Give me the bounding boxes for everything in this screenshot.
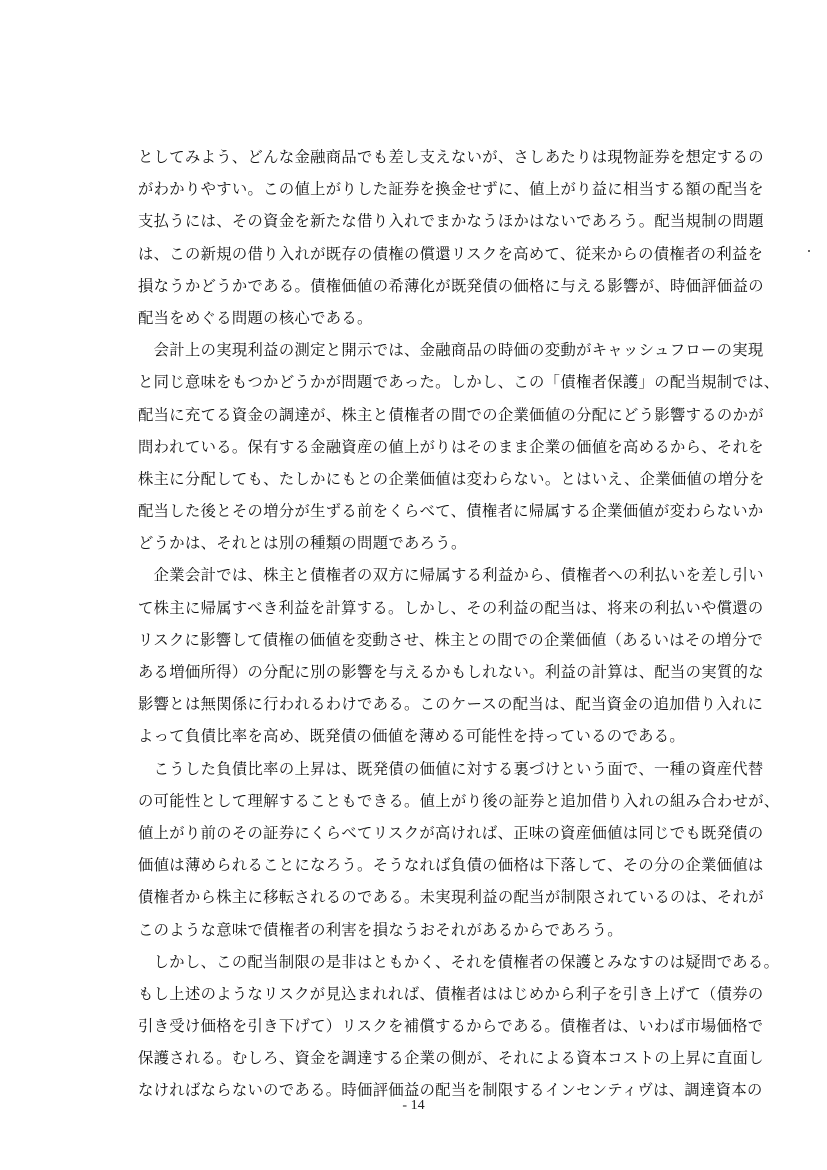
text-line: 問われている。保有する金融資産の値上がりはそのまま企業の価値を高めるから、それを	[138, 437, 764, 456]
text-line: としてみよう、どんな金融商品でも差し支えないが、さしあたりは現物証券を想定するの	[138, 148, 764, 166]
text-line: と同じ意味をもつかどうかが問題であった。しかし、この「債権者保護」の配当規制では、	[138, 373, 780, 392]
text-line: なければならないのである。時価評価益の配当を制限するインセンティヴは、調達資本の	[138, 1081, 763, 1100]
text-line: 価値は薄められることになろう。そうなれば負債の価格は下落して、その分の企業価値は	[138, 856, 764, 875]
text-line: こうした負債比率の上昇は、既発債の価値に対する裏づけという面で、一種の資産代替	[138, 759, 764, 778]
text-line: 値上がり前のその証券にくらべてリスクが高ければ、正味の資産価値は同じでも既発債の	[138, 823, 764, 842]
text-line: 配当した後とその増分が生ずる前をくらべて、債権者に帰属する企業価値が変わらないか	[138, 502, 764, 521]
text-line: 保護される。むしろ、資金を調達する企業の側が、それによる資本コストの上昇に直面し	[138, 1049, 764, 1068]
text-line: がわかりやすい。この値上がりした証券を換金せずに、値上がり益に相当する額の配当を	[138, 180, 764, 199]
page-number: - 14	[402, 1098, 425, 1113]
text-line: 債権者から株主に移転されるのである。未実現利益の配当が制限されているのは、それが	[138, 888, 764, 907]
text-line: 配当をめぐる問題の核心である。	[138, 308, 373, 327]
text-line: もし上述のようなリスクが見込まれれば、債権者ははじめから利子を引き上げて（債券の	[138, 984, 764, 1003]
text-line: 引き受け価格を引き下げて）リスクを補償するからである。債権者は、いわば市場価格で	[138, 1017, 764, 1036]
text-line: 配当に充てる資金の調達が、株主と債権者の間での企業価値の分配にどう影響するのかが	[138, 405, 764, 424]
body-text	[138, 141, 780, 1107]
text-line: は、この新規の借り入れが既存の債権の償還リスクを高めて、従来からの債権者の利益を	[138, 244, 764, 263]
scan-speck	[808, 250, 810, 252]
text-line: 影響とは無関係に行われるわけである。このケースの配当は、配当資金の追加借り入れに	[138, 695, 764, 714]
text-line: どうかは、それとは別の種類の問題であろう。	[138, 534, 467, 553]
text-line: の可能性として理解することもできる。値上がり後の証券と追加借り入れの組み合わせが、	[138, 791, 780, 810]
text-line: リスクに影響して債権の価値を変動させ、株主との間での企業価値（あるいはその増分で	[138, 630, 764, 649]
text-line: 損なうかどうかである。債権価値の希薄化が既発債の価格に与える影響が、時価評価益の	[138, 276, 764, 295]
text-line: 企業会計では、株主と債権者の双方に帰属する利益から、債権者への利払いを差し引い	[138, 566, 764, 585]
text-line: 株主に分配しても、たしかにもとの企業価値は変わらない。とはいえ、企業価値の増分を	[138, 469, 765, 488]
text-line: ある増価所得）の分配に別の影響を与えるかもしれない。利益の計算は、配当の実質的な	[138, 663, 764, 681]
text-line: て株主に帰属すべき利益を計算する。しかし、その利益の配当は、将来の利払いや償還の	[138, 598, 764, 617]
text-line: よって負債比率を高め、既発債の価値を薄める可能性を持っているのである。	[138, 727, 686, 746]
text-line: 会計上の実現利益の測定と開示では、金融商品の時価の変動がキャッシュフローの実現	[138, 341, 764, 360]
text-line: このような意味で債権者の利害を損なうおそれがあるからであろう。	[138, 920, 623, 939]
text-line: 支払うには、その資金を新たな借り入れでまかなうほかはないであろう。配当規制の問題	[138, 212, 764, 231]
text-line: しかし、この配当制限の是非はともかく、それを債権者の保護とみなすのは疑問である。	[138, 952, 780, 971]
